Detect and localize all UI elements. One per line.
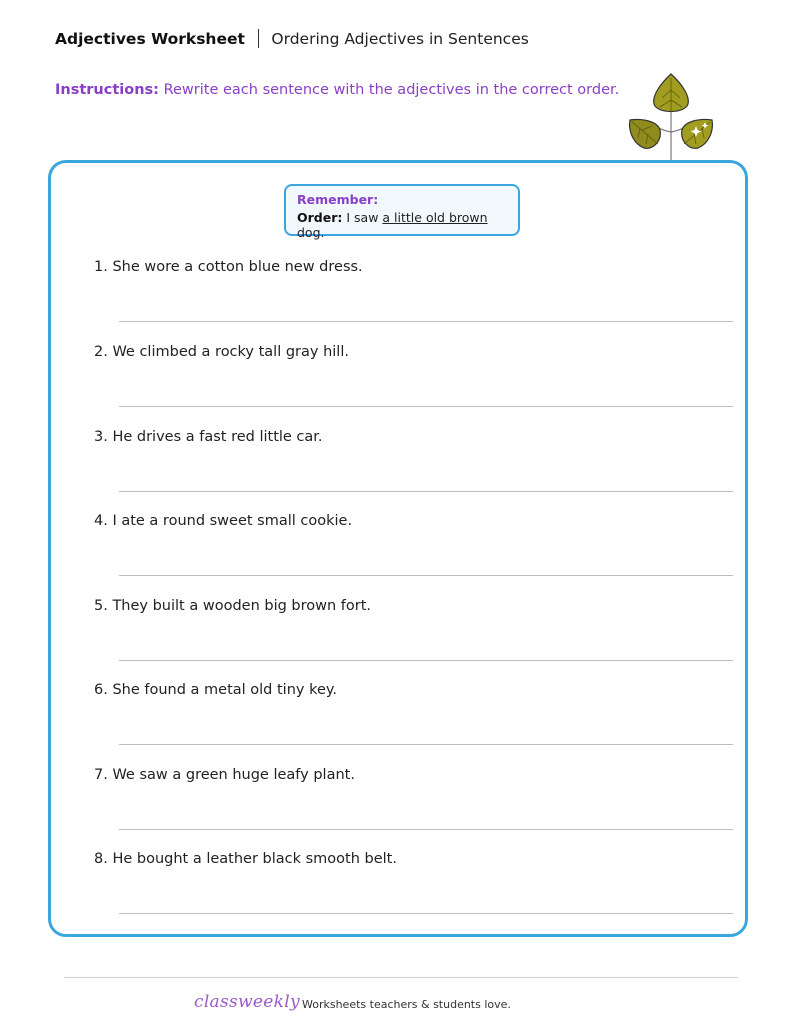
question-6: 6. She found a metal old tiny key. <box>94 682 338 698</box>
answer-line-3[interactable] <box>119 491 733 492</box>
answer-line-1[interactable] <box>119 321 733 322</box>
footer-tagline: Worksheets teachers & students love. <box>302 998 511 1011</box>
answer-line-2[interactable] <box>119 406 733 407</box>
remember-box <box>284 184 520 240</box>
header-divider <box>258 29 260 48</box>
answer-line-4[interactable] <box>119 575 733 576</box>
answer-line-5[interactable] <box>119 660 733 661</box>
question-3: 3. He drives a fast red little car. <box>94 429 323 445</box>
footer-divider <box>64 977 738 978</box>
order-pre: I saw <box>346 210 379 225</box>
instructions <box>55 82 619 98</box>
question-8: 8. He bought a leather black smooth belt. <box>94 851 397 867</box>
worksheet-header <box>55 29 529 48</box>
worksheet-title: Adjectives Worksheet <box>55 29 245 48</box>
question-1: 1. She wore a cotton blue new dress. <box>94 259 363 275</box>
brand-logo: classweekly <box>194 992 300 1012</box>
instructions-label: Instructions: <box>55 82 159 98</box>
worksheet-card <box>48 160 748 937</box>
answer-line-8[interactable] <box>119 913 733 914</box>
question-4: 4. I ate a round sweet small cookie. <box>94 513 353 529</box>
question-7: 7. We saw a green huge leafy plant. <box>94 767 355 783</box>
worksheet-subtitle: Ordering Adjectives in Sentences <box>271 29 529 48</box>
order-label: Order: <box>297 210 343 225</box>
order-post: dog. <box>297 225 325 240</box>
answer-line-7[interactable] <box>119 829 733 830</box>
remember-title: Remember: <box>297 192 379 207</box>
instructions-text: Rewrite each sentence with the adjectives in the correct order. <box>163 82 620 98</box>
remember-order <box>297 210 507 240</box>
question-5: 5. They built a wooden big brown fort. <box>94 598 372 614</box>
order-underlined: a little old brown <box>382 210 488 225</box>
question-2: 2. We climbed a rocky tall gray hill. <box>94 344 349 360</box>
answer-line-6[interactable] <box>119 744 733 745</box>
